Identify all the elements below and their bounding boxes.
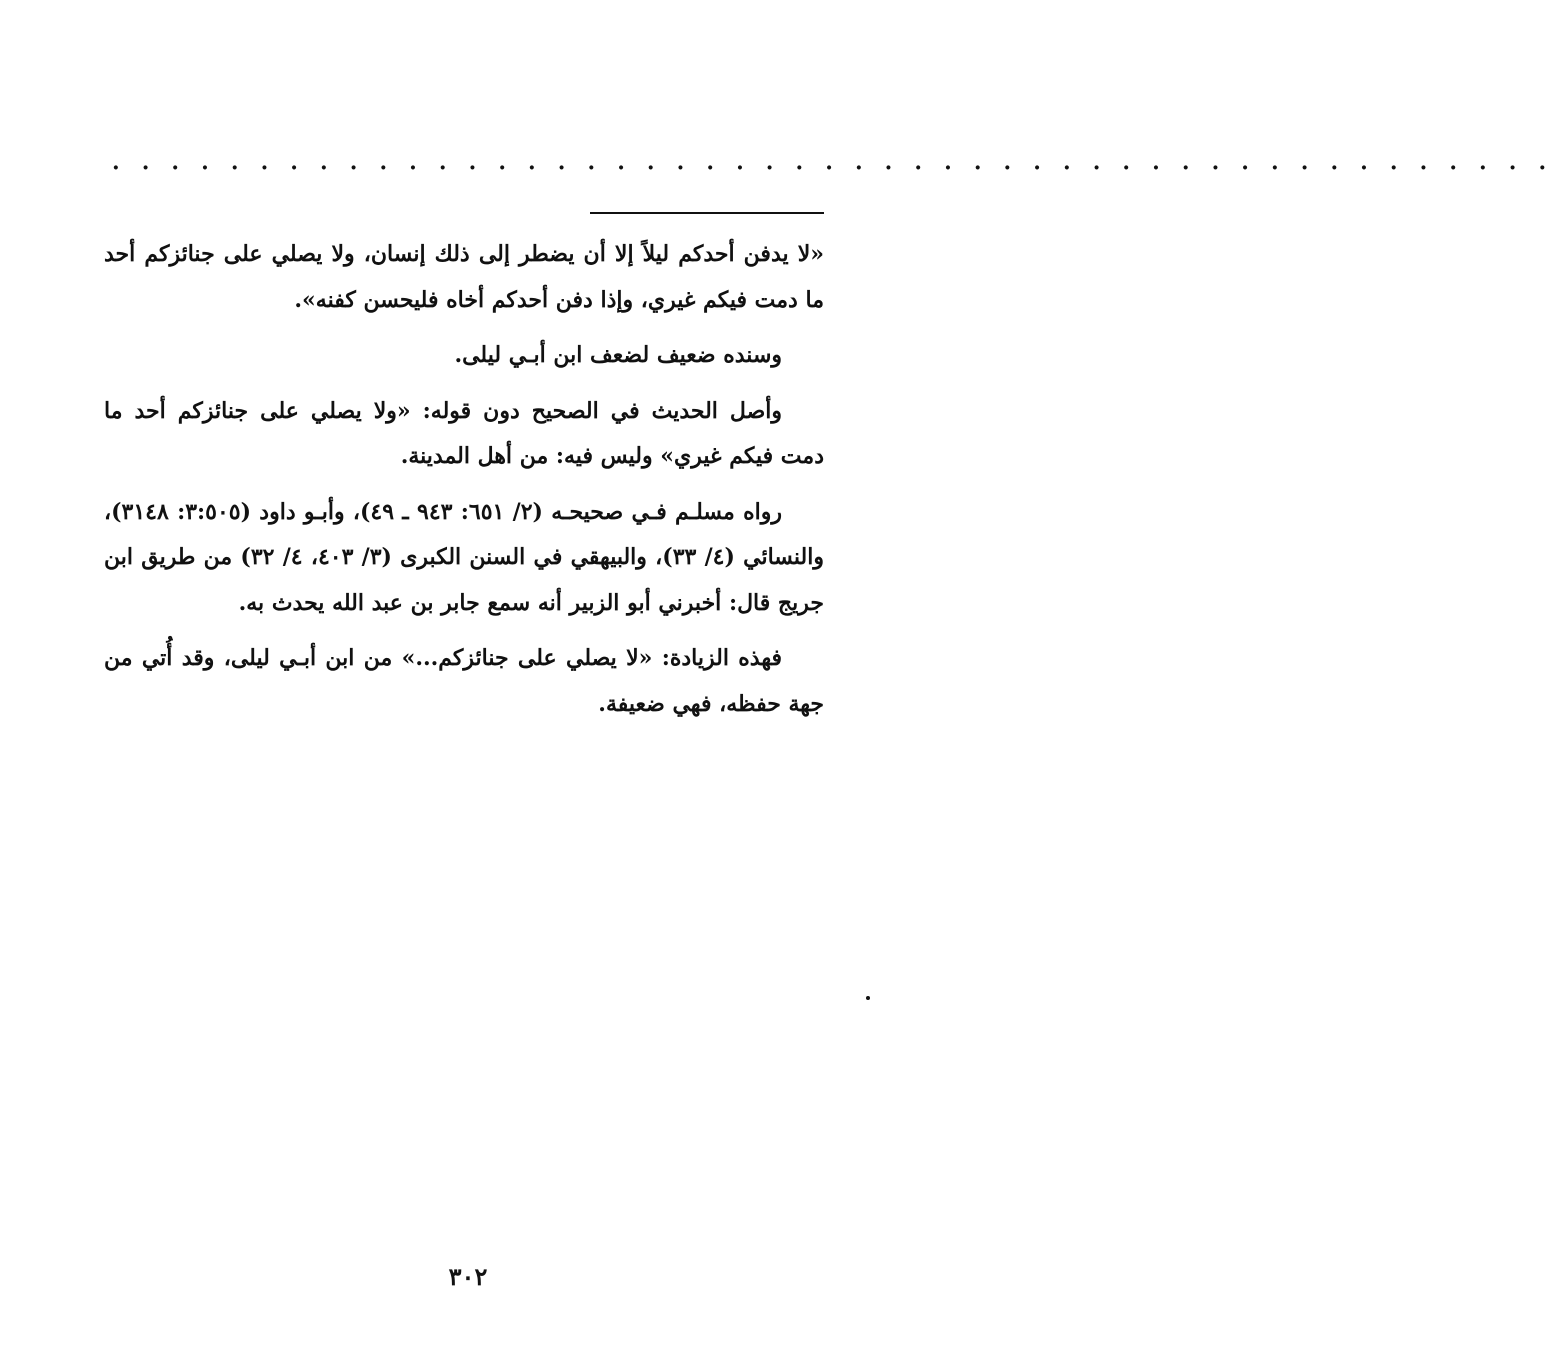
dotted-separator: · · · · · · · · · · · · · · · · · · · · · · · · · · · · · · · · · · · · · · · · · · · · · · · · · [112, 155, 1553, 181]
footnote-text [104, 232, 824, 737]
paragraph-origin: وأصل الحديث في الصحيح دون قوله: «ولا يصلي على جنائزكم أحد ما دمت فيكم غيري» وليس فيه: من أهل المدينة. [104, 397, 824, 469]
margin-dot [866, 996, 870, 1000]
paragraph-hadith-quote: «لا يدفن أحدكم ليلاً إلا أن يضطر إلى ذلك إنسان، ولا يصلي على جنائزكم أحد ما دمت فيكم غيري، وإذا دفن أحدكم أخاه فليحسن كفنه». [104, 241, 824, 313]
paragraph-references: رواه مسلـم فـي صحيحـه (٢/ ٦٥١: ٩٤٣ ـ ٤٩)، وأبـو داود (٣:٥٠٥: ٣١٤٨)، والنسائي (٤/ ٣٣)، والبيهقي في السنن الكبرى (٣/ ٤٠٣، ٤/ ٣٢) من طريق ابن جريج قال: أخبرني أبو الزبير أنه سمع جابر بن عبد الله يحدث به. [104, 498, 824, 616]
paragraph-weakness: وسنده ضعيف لضعف ابن أبـي ليلى. [454, 342, 782, 368]
paragraph-conclusion: فهذه الزيادة: «لا يصلي على جنائزكم...» من ابن أبـي ليلى، وقد أُتي من جهة حفظه، فهي ضعيفة. [104, 645, 824, 717]
page-number: ٣٠٢ [448, 1262, 488, 1291]
footnote-rule [590, 212, 824, 214]
